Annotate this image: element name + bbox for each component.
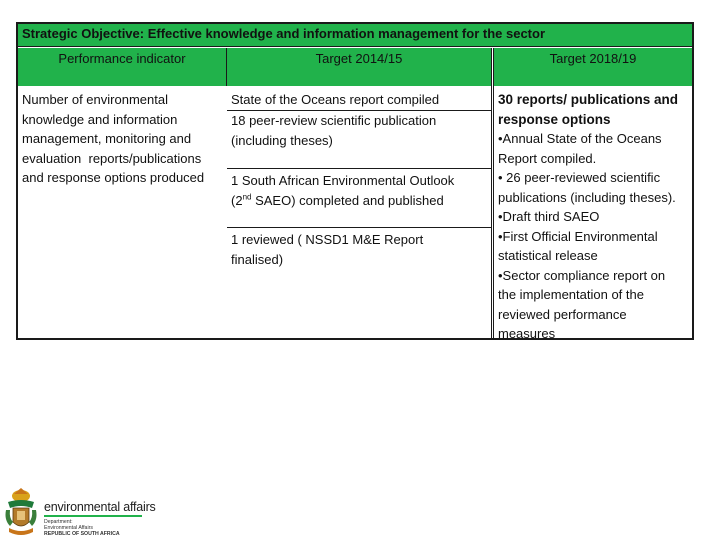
target-2014-item-2: [231, 111, 489, 150]
target-2014-item-4-line: finalised): [231, 251, 284, 267]
item3-suffix: SAEO) completed and published: [251, 192, 444, 208]
target-2018-line: publications (including theses).: [498, 189, 676, 205]
logo-sub-line: Environmental Affairs: [44, 525, 93, 531]
logo-underline: [44, 515, 142, 517]
target-2018-line: statistical release: [498, 248, 598, 263]
row-divider-2: [227, 168, 491, 169]
logo-subtext: [44, 519, 120, 537]
logo-sub-line: REPUBLIC OF SOUTH AFRICA: [44, 531, 120, 537]
indicator-line: Number of environmental: [22, 92, 168, 107]
target-2014-item-2-line: 18 peer-review scientific publication: [231, 113, 437, 128]
target-2018-line: •Sector compliance report on: [498, 267, 666, 283]
target-2018-line: •Annual State of the Oceans: [498, 131, 662, 146]
strategic-objective-bar: Strategic Objective: Effective knowledge and information management for the sector: [18, 24, 692, 47]
target-2018-line: reviewed performance: [498, 306, 627, 322]
target-2014-item-1: State of the Oceans report compiled: [231, 92, 440, 107]
target-2014-item-2-line: (including theses): [231, 132, 333, 148]
indicator-line: knowledge and information: [22, 111, 178, 127]
target-2014-item-3: [231, 171, 489, 210]
header-performance-indicator: Performance indicator: [18, 48, 226, 86]
target-2014-item-4: [231, 230, 489, 269]
target-2018-line: Report compiled.: [498, 150, 597, 166]
target-2018-line: the implementation of the: [498, 287, 644, 302]
target-2018-list: [498, 90, 692, 344]
coat-of-arms-icon: [4, 488, 38, 538]
header-divider-1: [226, 48, 227, 86]
header-target-2018: Target 2018/19: [494, 48, 692, 86]
row-divider-3: [227, 227, 491, 228]
logo-wordmark: environmental affairs: [44, 500, 156, 514]
indicator-line: and response options produced: [22, 170, 205, 185]
item3-superscript: nd: [242, 192, 252, 202]
header-target-2014: Target 2014/15: [227, 48, 491, 86]
target-2018-line: •First Official Environmental: [498, 228, 658, 244]
target-2018-line: •Draft third SAEO: [498, 209, 600, 224]
column-divider-3: [493, 48, 494, 340]
department-logo: [0, 486, 160, 540]
target-2018-line: • 26 peer-reviewed scientific: [498, 170, 661, 185]
target-2018-heading-line: 30 reports/ publications and: [498, 92, 679, 107]
item3-prefix: (2: [231, 192, 243, 208]
target-2014-item-3-line: 1 South African Environmental Outlook: [231, 173, 455, 188]
indicator-line: management, monitoring and: [22, 131, 192, 146]
indicator-description: [22, 90, 226, 188]
target-2014-item-3-line: [231, 191, 489, 211]
column-divider-2: [491, 48, 492, 340]
target-2018-line: measures: [498, 326, 556, 341]
indicator-line: evaluation reports/publications: [22, 150, 202, 166]
target-2018-heading-line: response options: [498, 111, 611, 127]
target-2014-item-4-line: 1 reviewed ( NSSD1 M&E Report: [231, 232, 424, 247]
logo-sub-line: Department:: [44, 519, 73, 525]
